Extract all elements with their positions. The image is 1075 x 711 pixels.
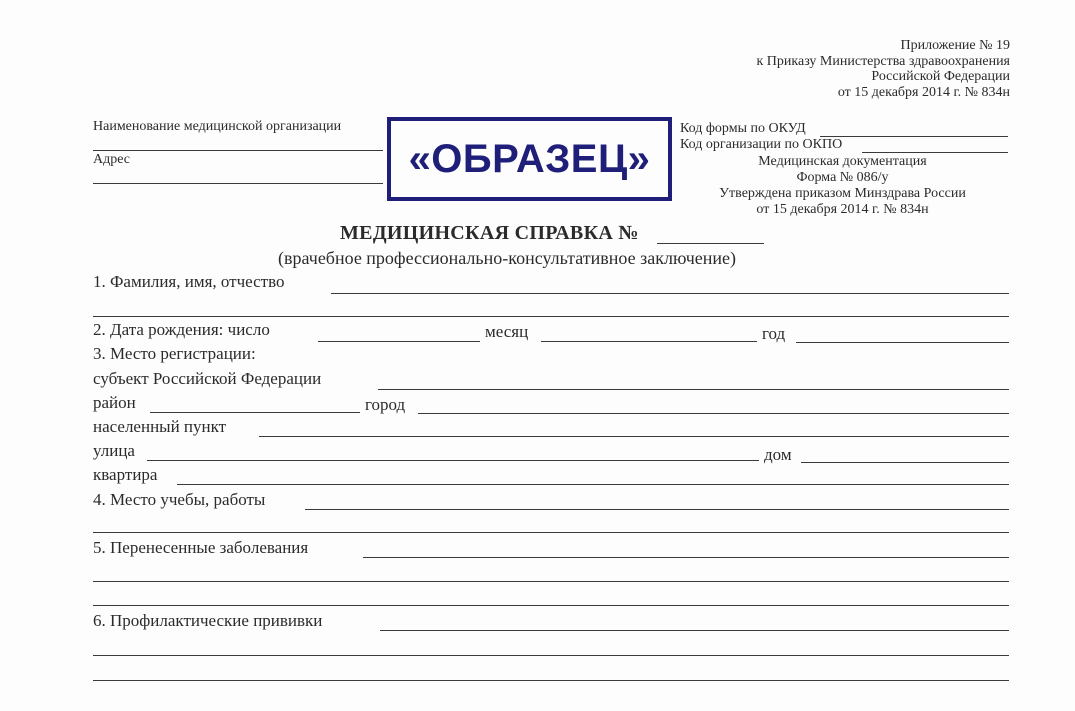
org-name-label: Наименование медицинской организации xyxy=(93,119,342,134)
okpo-line xyxy=(862,152,1008,153)
locality-line[interactable] xyxy=(259,436,1009,437)
vaccinations-line-2[interactable] xyxy=(93,655,1009,656)
house-label: дом xyxy=(764,445,792,464)
dob-month-label: месяц xyxy=(485,322,529,341)
work-label: 4. Место учебы, работы xyxy=(93,490,266,509)
certificate-number-line xyxy=(657,243,764,244)
okud-label: Код формы по ОКУД xyxy=(680,121,806,136)
apartment-label: квартира xyxy=(93,465,158,484)
document-title: МЕДИЦИНСКАЯ СПРАВКА № xyxy=(340,222,639,244)
form-number: Форма № 086/у xyxy=(796,170,889,185)
dob-year-label: год xyxy=(762,324,786,343)
street-line[interactable] xyxy=(147,460,759,461)
street-label: улица xyxy=(93,441,135,460)
org-name-line xyxy=(93,150,383,151)
apartment-line[interactable] xyxy=(177,484,1009,485)
okud-line xyxy=(820,136,1008,137)
vaccinations-line[interactable] xyxy=(380,630,1009,631)
city-label: город xyxy=(365,395,406,414)
registration-label: 3. Место регистрации: xyxy=(93,344,256,363)
address-line xyxy=(93,183,383,184)
appendix-line-2: к Приказу Министерства здравоохранения xyxy=(756,53,1010,69)
approved-by: Утверждена приказом Минздрава России xyxy=(719,186,966,201)
city-line[interactable] xyxy=(418,413,1009,414)
fio-line-2[interactable] xyxy=(93,316,1009,317)
appendix-line-3: Российской Федерации xyxy=(871,69,1010,84)
document-subtitle: (врачебное профессионально-консультативное заключение) xyxy=(278,248,737,268)
vaccinations-line-3[interactable] xyxy=(93,680,1009,681)
diseases-label: 5. Перенесенные заболевания xyxy=(93,538,309,557)
sample-stamp xyxy=(387,117,672,201)
work-line[interactable] xyxy=(305,509,1009,510)
appendix-line-1: Приложение № 19 xyxy=(900,38,1010,53)
appendix-header xyxy=(756,38,1010,100)
dob-year-line[interactable] xyxy=(796,342,1009,343)
dob-month-line[interactable] xyxy=(541,341,757,342)
house-line[interactable] xyxy=(801,462,1009,463)
district-line[interactable] xyxy=(150,412,360,413)
fio-line[interactable] xyxy=(331,293,1009,294)
doc-type: Медицинская документация xyxy=(758,154,927,169)
work-line-2[interactable] xyxy=(93,532,1009,533)
fio-label: 1. Фамилия, имя, отчество xyxy=(93,272,285,291)
dob-day-line[interactable] xyxy=(318,341,480,342)
dob-label: 2. Дата рождения: число xyxy=(93,320,270,339)
diseases-line-2[interactable] xyxy=(93,581,1009,582)
locality-label: населенный пункт xyxy=(93,417,227,436)
subject-line[interactable] xyxy=(378,389,1009,390)
sample-stamp-text: «ОБРАЗЕЦ» xyxy=(408,136,651,181)
diseases-line[interactable] xyxy=(363,557,1009,558)
okpo-label: Код организации по ОКПО xyxy=(680,137,843,152)
approved-date: от 15 декабря 2014 г. № 834н xyxy=(756,202,929,217)
vaccinations-label: 6. Профилактические прививки xyxy=(93,611,323,630)
address-label: Адрес xyxy=(93,152,131,167)
district-label: район xyxy=(93,393,136,412)
subject-label: субъект Российской Федерации xyxy=(93,369,322,388)
appendix-line-4: от 15 декабря 2014 г. № 834н xyxy=(837,84,1010,100)
diseases-line-3[interactable] xyxy=(93,605,1009,606)
